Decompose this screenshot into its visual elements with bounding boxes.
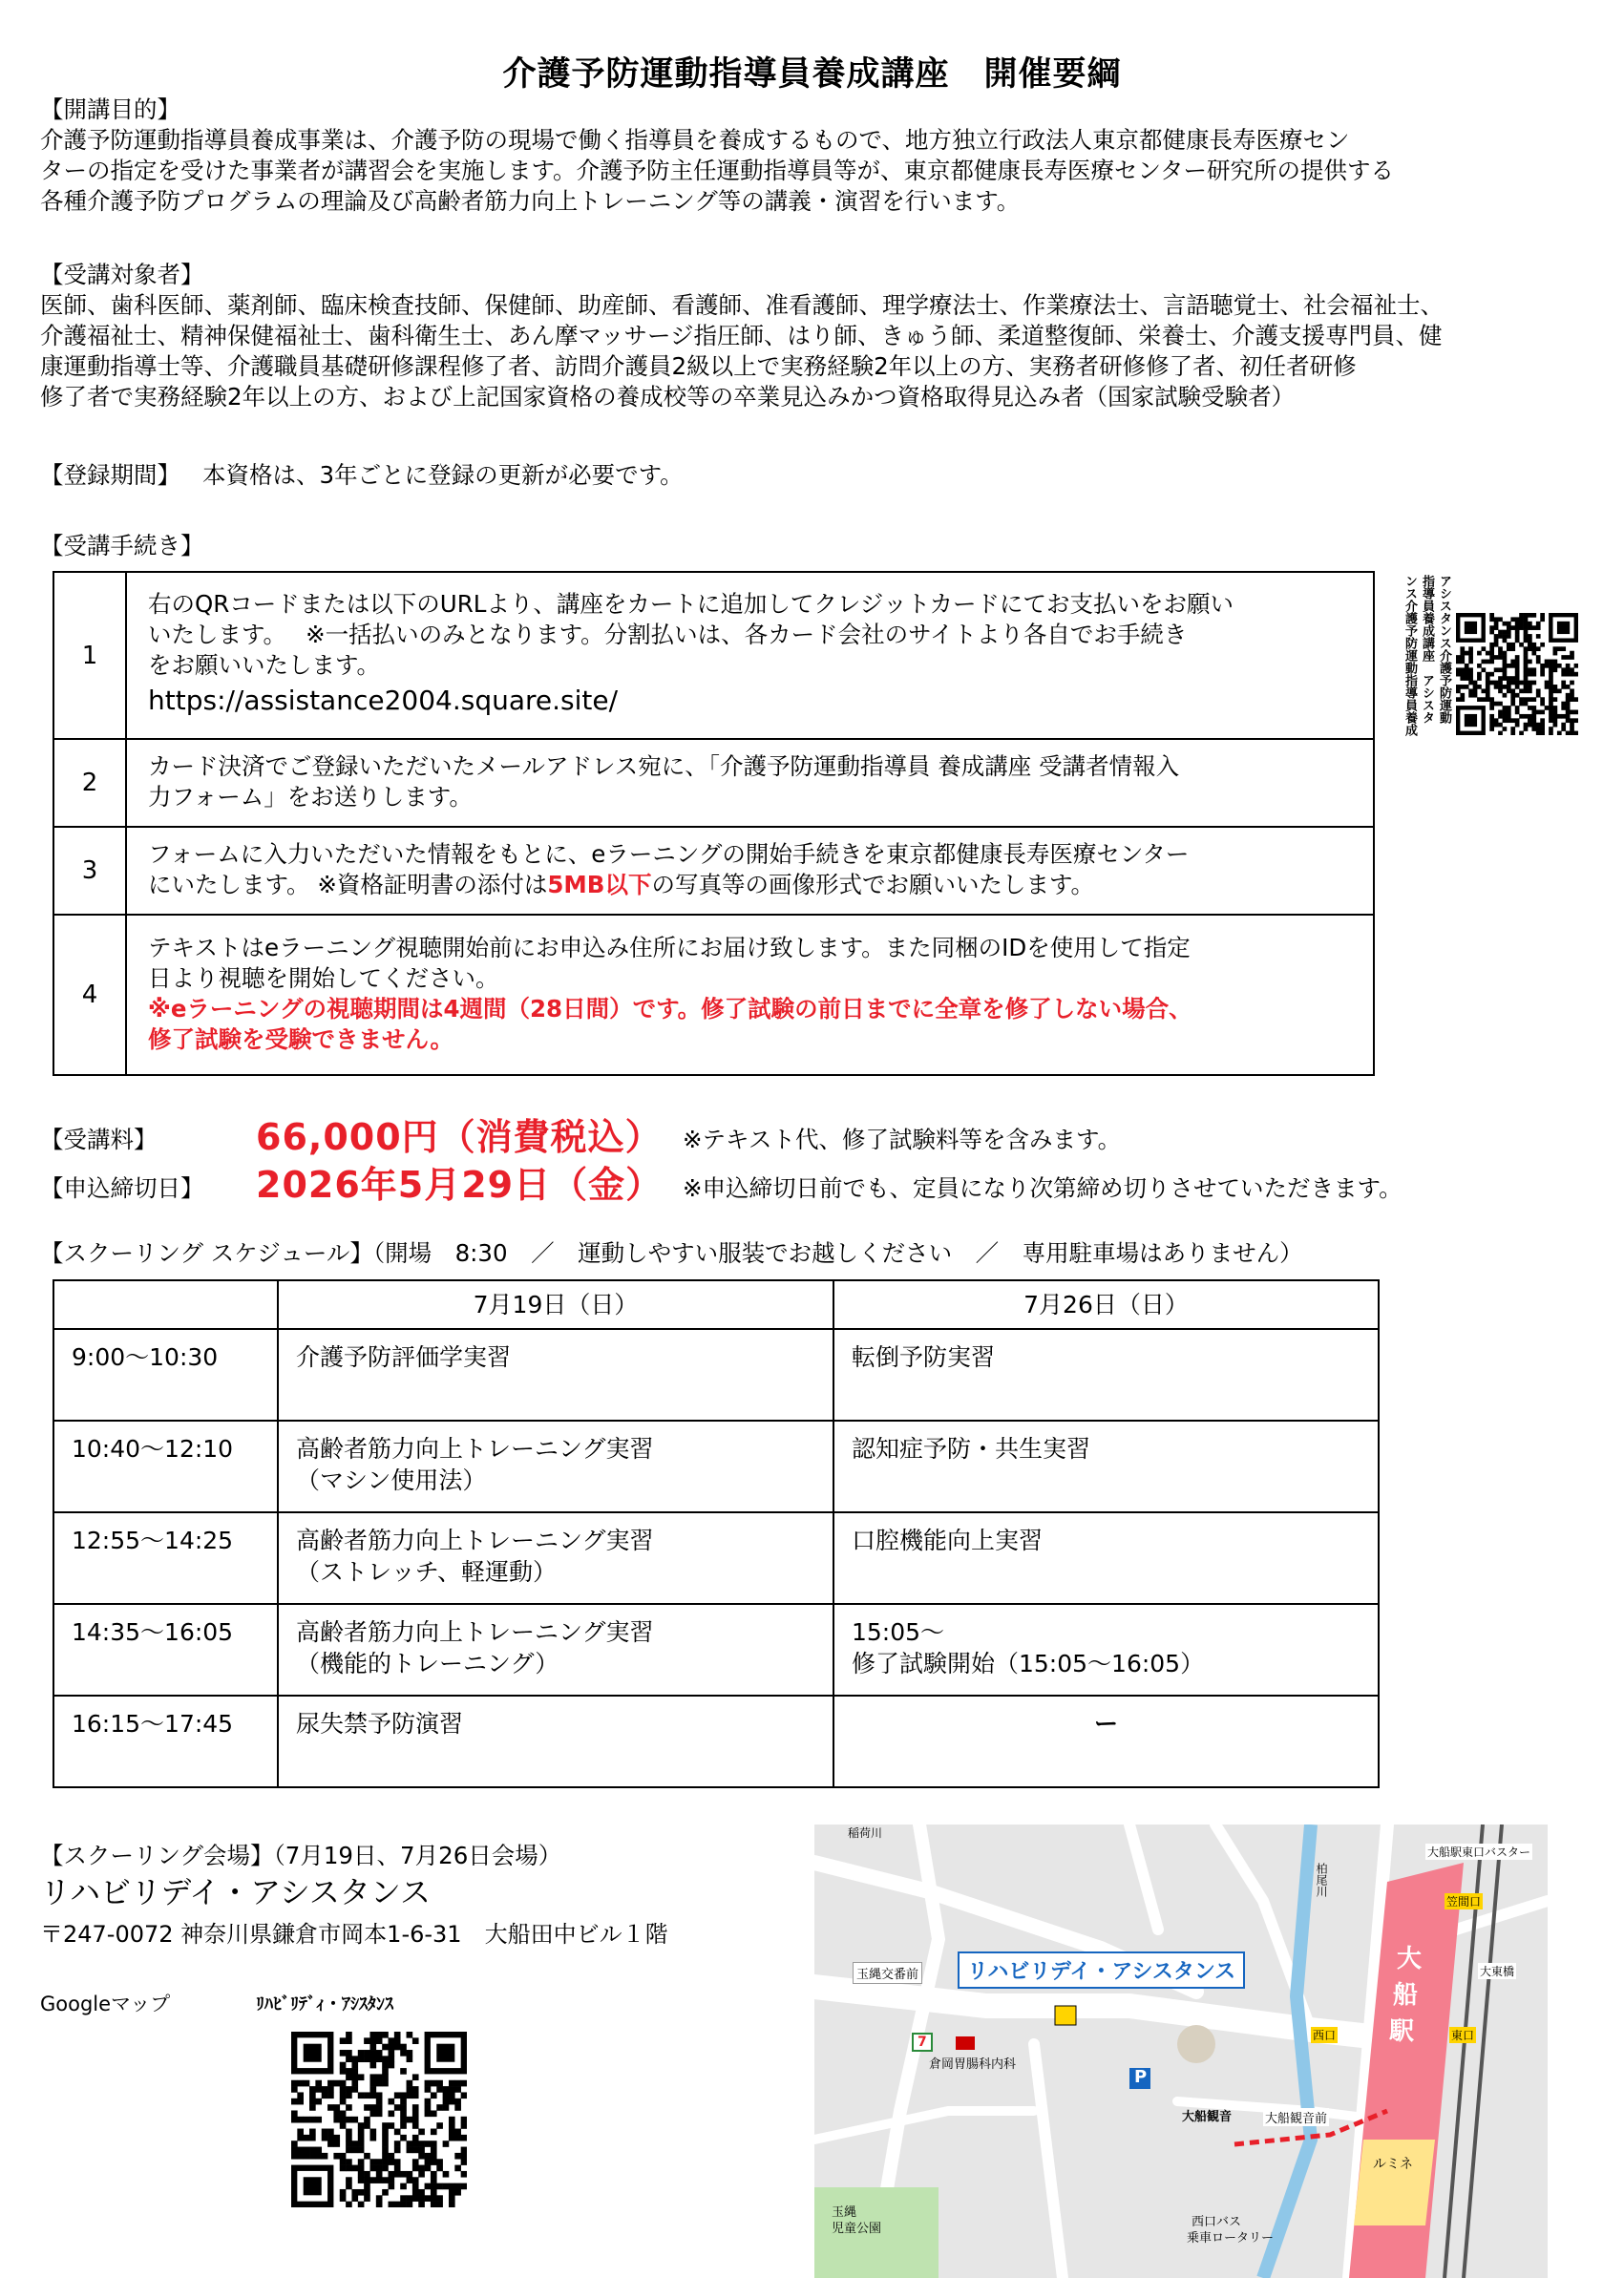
target-line: 医師、歯科医師、薬剤師、臨床検査技師、保健師、助産師、看護師、准看護師、理学療法士、作業療法士、言語聴覚士、社会福祉士、: [40, 291, 1444, 319]
clinic-marker: [956, 2036, 975, 2050]
step-body: [126, 915, 1374, 1075]
target-heading: 【受講対象者】: [40, 261, 204, 288]
file-size-limit: 5MB以下: [547, 871, 652, 898]
step-body: [126, 739, 1374, 827]
step-text: 日より視聴を開始してください。: [148, 964, 499, 992]
schedule-header-blank: [53, 1280, 278, 1329]
registration-text: 本資格は、3年ごとに登録の更新が必要です。: [202, 461, 684, 489]
schedule-heading: 【スクーリング スケジュール】（開場 8:30 ／ 運動しやすい服装でお越しください ／ 専用駐車場はありません）: [40, 1239, 1303, 1267]
fee-amount: 66,000円（消費税込）: [256, 1116, 663, 1158]
registration-url-link[interactable]: https://assistance2004.square.site/: [148, 684, 619, 716]
google-map-qr-code[interactable]: [291, 2032, 467, 2207]
session-detail: （機能的トレーニング）: [296, 1650, 559, 1677]
session-name: 口腔機能向上実習: [852, 1527, 1044, 1554]
schedule-time: 14:35〜16:05: [53, 1604, 278, 1696]
session-name: 高齢者筋力向上トレーニング実習: [296, 1618, 654, 1646]
map-qr-label: ﾘﾊﾋﾞﾘﾃﾞｨ・ｱｼｽﾀﾝｽ: [256, 1994, 393, 2014]
schedule-row: [53, 1329, 1379, 1421]
qr-caption: アシスタンス介護予防運動: [1437, 575, 1451, 724]
schedule-day2-cell: [833, 1696, 1379, 1787]
schedule-day1-header: 7月19日（日）: [278, 1280, 833, 1329]
qr-caption: ンス介護予防運動指導員養成: [1403, 575, 1417, 736]
purpose-line: 介護予防運動指導員養成事業は、介護予防の現場で働く指導員を養成するもので、地方独立行政法人東京都健康長寿医療セン: [40, 126, 1350, 154]
map-label: 笠間口: [1446, 1895, 1482, 1909]
map-label: 東口: [1451, 2029, 1475, 2042]
map-road: [814, 2111, 1034, 2140]
target-line: 介護福祉士、精神保健福祉士、歯科衛生士、あん摩マッサージ指圧師、はり師、きゅう師、柔道整復師、栄養士、介護支援専門員、健: [40, 322, 1443, 349]
venue-marker: [1055, 2006, 1076, 2025]
schedule-day1-cell: [278, 1512, 833, 1604]
session-detail: ー: [1093, 1710, 1118, 1738]
venue-heading: 【スクーリング会場】（7月19日、7月26日会場）: [40, 1842, 562, 1869]
procedure-step: [53, 915, 1374, 1075]
deadline-date: 2026年5月29日（金）: [256, 1164, 664, 1206]
schedule-day2-header: 7月26日（日）: [833, 1280, 1379, 1329]
map-station-label: 駅: [1389, 2017, 1415, 2046]
fee-label: 【受講料】: [40, 1126, 158, 1153]
schedule-header-row: [53, 1280, 1379, 1329]
purpose-line: 各種介護予防プログラムの理論及び高齢者筋力向上トレーニング等の講義・演習を行います。: [40, 187, 1021, 215]
schedule-day1-cell: [278, 1604, 833, 1696]
fee-note: ※テキスト代、修了試験料等を含みます。: [683, 1126, 1122, 1153]
map-label: 稲荷川: [848, 1826, 883, 1840]
schedule-day2-cell: [833, 1329, 1379, 1421]
session-name: 認知症予防・共生実習: [852, 1435, 1091, 1463]
map-river: [1263, 1825, 1311, 2278]
session-name: 15:05〜: [852, 1618, 945, 1646]
page-title: 介護予防運動指導員養成講座 開催要綱: [502, 55, 1122, 94]
step-text: 右のQRコードまたは以下のURLより、講座をカートに追加してクレジットカードにてお支払いをお願い: [148, 589, 1234, 618]
session-name: 高齢者筋力向上トレーニング実習: [296, 1435, 654, 1463]
step-text-part: にいたします。 ※資格証明書の添付は: [148, 871, 548, 898]
map-road: [1129, 1825, 1158, 1930]
purpose-line: ターの指定を受けた事業者が講習会を実施します。介護予防主任運動指導員等が、東京都健康長寿医療センター研究所の提供する: [40, 157, 1395, 184]
schedule-row: [53, 1512, 1379, 1604]
session-detail: （ストレッチ、軽運動）: [296, 1558, 558, 1586]
procedure-heading: 【受講手続き】: [40, 532, 204, 559]
session-name: 転倒予防実習: [852, 1343, 996, 1371]
map-label: 玉縄交番前: [853, 1962, 922, 1984]
session-detail: （マシン使用法）: [296, 1466, 487, 1494]
target-line: 康運動指導士等、介護職員基礎研修課程修了者、訪問介護員2級以上で実務経験2年以上の方、実務者研修修了者、初任者研修: [40, 352, 1357, 380]
map-label: 西口: [1313, 2029, 1337, 2042]
map-label: 大船駅東口バスター: [1427, 1846, 1531, 1859]
convenience-store-icon: 7: [912, 2033, 933, 2052]
map-station-label: 船: [1393, 1981, 1419, 2010]
step-text: カード決済でご登録いただいたメールアドレス宛に、「介護予防運動指導員 養成講座 受講者情報入: [148, 752, 1180, 780]
qr-caption: 指導員養成講座 アシスタ: [1420, 575, 1434, 724]
payment-qr-code[interactable]: [1456, 613, 1578, 735]
warning-text: ※eラーニングの視聴期間は4週間（28日間）です。修了試験の前日までに全章を修了しない場合、: [148, 995, 1192, 1023]
schedule-day2-cell: [833, 1604, 1379, 1696]
procedure-step: [53, 739, 1374, 827]
map-station-label: 大: [1397, 1945, 1423, 1973]
map-label: ルミネ: [1373, 2157, 1413, 2172]
step-text-part: の写真等の画像形式でお願いいたします。: [651, 871, 1095, 898]
map-lumine: [1354, 2140, 1435, 2225]
step-text: [148, 870, 1352, 900]
step-text: いたします。 ※一括払いのみとなります。分割払いは、各カード会社のサイトより各自でお手続き: [148, 620, 1188, 648]
session-name: 介護予防評価学実習: [296, 1343, 512, 1371]
step-text: をお願いいたします。: [148, 650, 381, 679]
payment-qr-block[interactable]: [1397, 575, 1578, 787]
schedule-row: [53, 1604, 1379, 1696]
map-road: [1034, 2044, 1063, 2278]
venue-map[interactable]: [814, 1825, 1548, 2278]
venue-address: 〒247-0072 神奈川県鎌倉市岡本1-6-31 大船田中ビル１階: [40, 1921, 668, 1948]
session-name: 高齢者筋力向上トレーニング実習: [296, 1527, 654, 1554]
schedule-day1-cell: [278, 1696, 833, 1787]
procedure-table: [53, 571, 1375, 1076]
step-text: テキストはeラーニング視聴開始前にお申込み住所にお届け致します。また同梱のIDを使用して指定: [148, 934, 1191, 961]
schedule-time: 9:00〜10:30: [53, 1329, 278, 1421]
procedure-step: [53, 572, 1374, 739]
step-body: [126, 827, 1374, 915]
map-label: 西口バス: [1192, 2215, 1242, 2229]
map-label: 乗車ロータリー: [1187, 2231, 1275, 2246]
map-label: 柏尾川: [1315, 1863, 1328, 1897]
registration-heading: 【登録期間】: [40, 461, 180, 489]
schedule-time: 12:55〜14:25: [53, 1512, 278, 1604]
schedule-day1-cell: [278, 1421, 833, 1512]
map-label: 大船観音前: [1263, 2108, 1329, 2126]
session-detail: 修了試験開始（15:05〜16:05）: [852, 1650, 1205, 1677]
step-number: 4: [53, 915, 126, 1075]
schedule-day1-cell: [278, 1329, 833, 1421]
step-body: [126, 572, 1374, 739]
schedule-row: [53, 1696, 1379, 1787]
target-line: 修了者で実務経験2年以上の方、および上記国家資格の養成校等の卒業見込みかつ資格取得見込み者（国家試験受験者）: [40, 383, 1296, 411]
deadline-note: ※申込締切日前でも、定員になり次第締め切りさせていただきます。: [683, 1174, 1403, 1202]
map-brand-label: リハビリデイ・アシスタンス: [958, 1951, 1245, 1989]
warning-text: 修了試験を受験できません。: [148, 1025, 453, 1053]
google-map-label: Googleマップ: [40, 1993, 171, 2015]
purpose-heading: 【開講目的】: [40, 95, 180, 123]
map-label: 玉縄: [832, 2205, 857, 2220]
schedule-row: [53, 1421, 1379, 1512]
map-label: 大船観音: [1182, 2110, 1233, 2124]
map-label: 倉岡胃腸科内科: [929, 2057, 1017, 2072]
venue-name: リハビリデイ・アシスタンス: [40, 1874, 431, 1910]
step-text: フォームに入力いただいた情報をもとに、eラーニングの開始手続きを東京都健康長寿医療センター: [148, 840, 1190, 868]
step-number: 3: [53, 827, 126, 915]
map-label: 児童公園: [832, 2222, 882, 2236]
step-number: 1: [53, 572, 126, 739]
map-label: 大東橋: [1480, 1965, 1515, 1978]
schedule-time: 16:15〜17:45: [53, 1696, 278, 1787]
kannon-statue-icon: [1177, 2025, 1215, 2063]
schedule-day2-cell: [833, 1421, 1379, 1512]
schedule-time: 10:40〜12:10: [53, 1421, 278, 1512]
schedule-day2-cell: [833, 1512, 1379, 1604]
map-label: P: [1134, 2067, 1148, 2087]
step-text: 力フォーム」をお送りします。: [148, 783, 473, 811]
schedule-table: [53, 1279, 1380, 1788]
session-name: 尿失禁予防演習: [296, 1710, 464, 1738]
procedure-step: [53, 827, 1374, 915]
deadline-label: 【申込締切日】: [40, 1174, 204, 1202]
step-number: 2: [53, 739, 126, 827]
